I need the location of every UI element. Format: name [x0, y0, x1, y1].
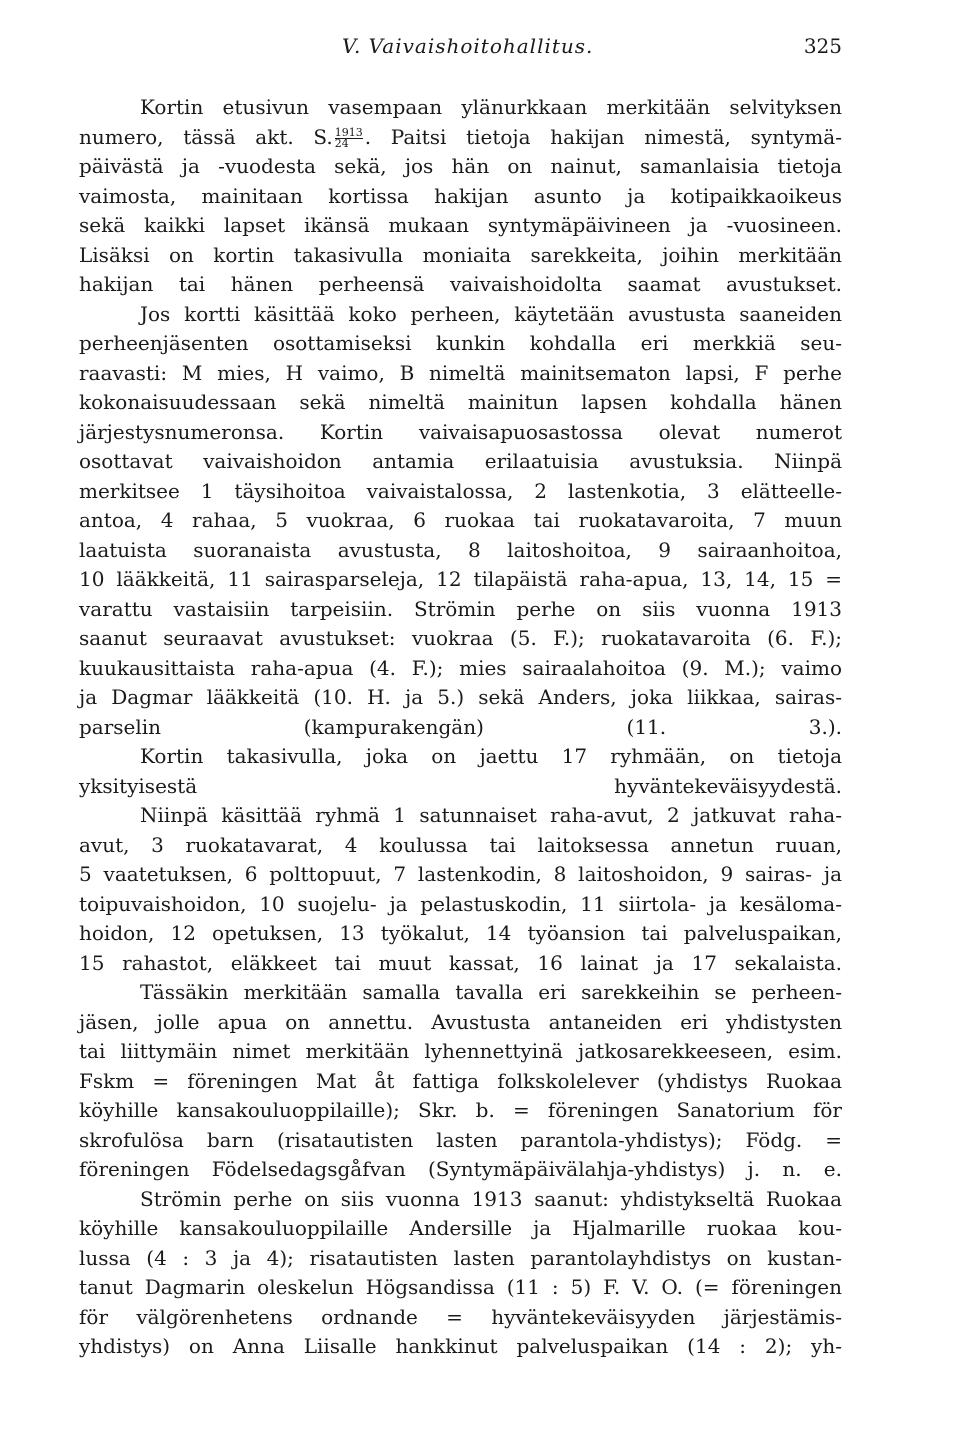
text-line: osottavat vaivaishoidon antamia erilaatuisia avustuksia. Niinpä: [79, 449, 842, 473]
text-line: Fskm = föreningen Mat åt fattiga folkskolelever (yhdistys Ruokaa: [79, 1068, 842, 1093]
text-line: Strömin perhe on siis vuonna 1913 saanut: yhdistykseltä Ruokaa: [140, 1186, 842, 1211]
text-line: för välgörenhetens ordnande = hyväntekeväisyyden järjestämis-: [79, 1304, 842, 1329]
text-line: lussa (4 : 3 ja 4); risatautisten lasten parantolayhdistys on kustan-: [79, 1245, 842, 1270]
body-text: [79, 93, 842, 1362]
text-line: köyhille kansakouluoppilaille); Skr. b. = föreningen Sanatorium för: [79, 1098, 842, 1122]
text-line: sekä kaikki lapset ikänsä mukaan syntymäpäivineen ja -vuosineen.: [79, 213, 842, 237]
text-line: kokonaisuudessaan sekä nimeltä mainitun lapsen kohdalla hänen: [79, 390, 842, 414]
text-line: 15 rahastot, eläkkeet tai muut kassat, 16 lainat ja 17 sekalaista.: [79, 950, 842, 975]
text-line: ja Dagmar lääkkeitä (10. H. ja 5.) sekä Anders, joka liikkaa, sairas-: [79, 685, 842, 709]
fraction-numerator: 1913: [334, 125, 363, 139]
text-line: järjestysnumeronsa. Kortin vaivaisapuosastossa olevat numerot: [79, 419, 842, 444]
text-line: perheenjäsenten osottamiseksi kunkin kohdalla eri merkkiä seu-: [79, 331, 842, 355]
section-title: V. Vaivaishoitohallitus.: [342, 34, 594, 58]
text-line: Tässäkin merkitään samalla tavalla eri sarekkeihin se perheen-: [140, 980, 842, 1004]
text-line: tai liittymäin nimet merkitään lyhennettyinä jatkosarekkeeseen, esim.: [79, 1039, 842, 1063]
text-line: yhdistys) on Anna Liisalle hankkinut palveluspaikan (14 : 2); yh-: [79, 1334, 842, 1358]
text-line: köyhille kansakouluoppilaille Andersille ja Hjalmarille ruokaa kou-: [79, 1216, 842, 1240]
text-line: varattu vastaisiin tarpeisiin. Strömin perhe on siis vuonna 1913: [79, 596, 842, 621]
text-line: skrofulösa barn (risatautisten lasten parantola-yhdistys); Födg. =: [79, 1127, 842, 1152]
text-line: föreningen Födelsedagsgåfvan (Syntymäpäivälahja-yhdistys) j. n. e.: [79, 1157, 842, 1181]
page-number: 325: [803, 34, 842, 58]
running-head: [79, 30, 842, 60]
text-line: hakijan tai hänen perheensä vaivaishoidolta saamat avustukset.: [79, 272, 842, 296]
fraction: [334, 125, 363, 150]
text-line: Lisäksi on kortin takasivulla moniaita sarekkeita, joihin merkitään: [79, 242, 842, 267]
text-line: toipuvaishoidon, 10 suojelu- ja pelastuskodin, 11 siirtola- ja kesäloma-: [79, 891, 842, 916]
text-line: jäsen, jolle apua on annettu. Avustusta antaneiden eri yhdistysten: [79, 1009, 842, 1034]
text-line: laatuista suoranaista avustusta, 8 laitoshoitoa, 9 sairaanhoitoa,: [79, 537, 842, 562]
text-line: Kortin etusivun vasempaan ylänurkkaan merkitään selvityksen: [140, 95, 842, 119]
text-line: parselin (kampurakengän) (11. 3.).: [79, 714, 842, 739]
page: [79, 30, 842, 1362]
fraction-denominator: 24: [334, 136, 349, 150]
text-line: avut, 3 ruokatavarat, 4 koulussa tai laitoksessa annetun ruuan,: [79, 832, 842, 857]
text-line: Niinpä käsittää ryhmä 1 satunnaiset raha-avut, 2 jatkuvat raha-: [140, 803, 842, 827]
text-line: 10 lääkkeitä, 11 sairasparseleja, 12 tilapäistä raha-apua, 13, 14, 15 =: [79, 567, 842, 591]
text-line: antoa, 4 rahaa, 5 vuokraa, 6 ruokaa tai ruokatavaroita, 7 muun: [79, 508, 842, 532]
text-line: saanut seuraavat avustukset: vuokraa (5. F.); ruokatavaroita (6. F.);: [79, 626, 842, 650]
text-line: päivästä ja -vuodesta sekä, jos hän on nainut, samanlaisia tietoja: [79, 154, 842, 178]
text-line: hoidon, 12 opetuksen, 13 työkalut, 14 työansion tai palveluspaikan,: [79, 921, 842, 945]
text-line: raavasti: M mies, H vaimo, B nimeltä mainitsematon lapsi, F perhe: [79, 360, 842, 385]
text-line: Kortin takasivulla, joka on jaettu 17 ryhmään, on tietoja: [140, 744, 842, 768]
text-line: merkitsee 1 täysihoitoa vaivaistalossa, 2 lastenkotia, 3 elätteelle-: [79, 478, 842, 503]
text-line: yksityisestä hyväntekeväisyydestä.: [79, 773, 842, 798]
text-line: Jos kortti käsittää koko perheen, käytetään avustusta saaneiden: [140, 301, 842, 326]
text-line: 5 vaatetuksen, 6 polttopuut, 7 lastenkodin, 8 laitoshoidon, 9 sairas- ja: [79, 862, 842, 886]
text-line: kuukausittaista raha-apua (4. F.); mies sairaalahoitoa (9. M.); vaimo: [79, 655, 842, 680]
text-line: tanut Dagmarin oleskelun Högsandissa (11 : 5) F. V. O. (= föreningen: [79, 1275, 842, 1299]
text-line: vaimosta, mainitaan kortissa hakijan asunto ja kotipaikkaoikeus: [79, 183, 842, 208]
text-line-with-fraction: numero, tässä akt. S. $\frac{1913}{24}$ . Paitsi tietoja hakijan nimestä, syntymä-: [79, 124, 842, 150]
